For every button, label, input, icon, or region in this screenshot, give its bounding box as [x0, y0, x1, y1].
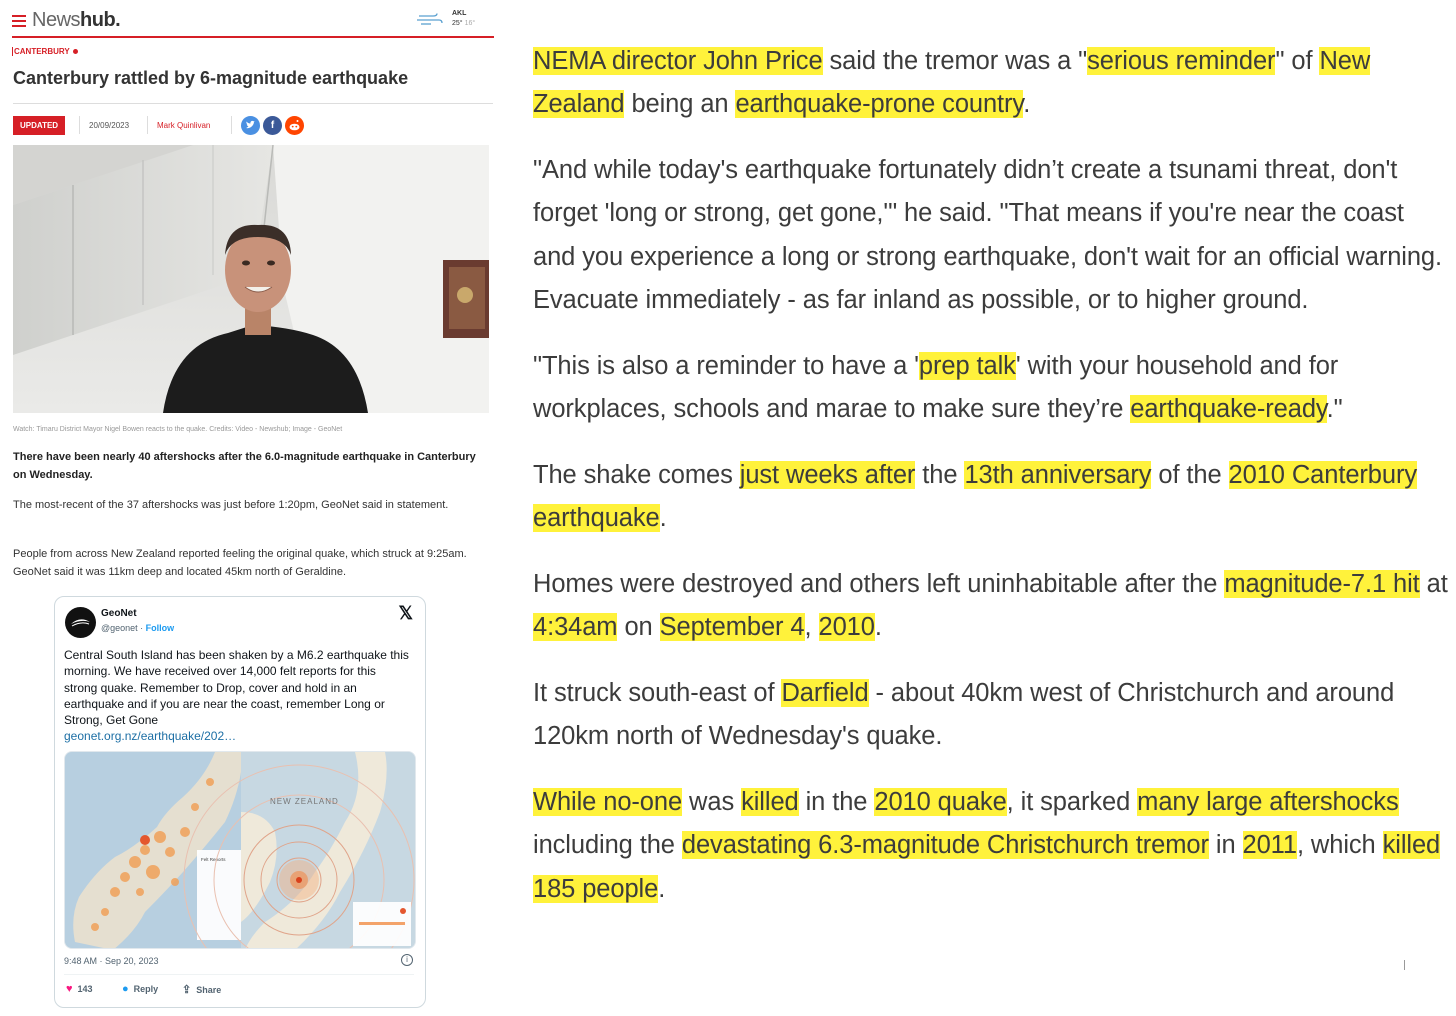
excerpt-text: The shake comes — [533, 460, 740, 489]
highlighted-text: While no-one — [533, 788, 683, 817]
excerpt-text: "And while today's earthquake fortunately didn’t create a tsunami threat, don't forget 'long or strong, get gone,'" he said. "That means if you're near the coast and you experience a long or strong earthquake, don't wait for an official warning. Evacuate immediately - as far inland as possible, or to higher ground. — [533, 156, 1443, 314]
excerpt-text: Homes were destroyed and others left uninhabitable after the — [533, 569, 1225, 598]
updated-badge: UPDATED — [13, 116, 65, 135]
excerpt-text: the — [915, 460, 965, 489]
excerpt-text: at — [1419, 569, 1448, 598]
share-icon: ⇪ — [182, 984, 192, 996]
facebook-icon[interactable]: f — [263, 116, 282, 135]
excerpt-text: said the tremor was a " — [822, 47, 1088, 75]
excerpt-paragraph — [533, 563, 1448, 650]
twitter-icon[interactable] — [241, 116, 260, 135]
article-screenshot — [0, 0, 505, 1016]
excerpt-text: in — [1208, 831, 1243, 860]
highlighted-text: many large aftershocks — [1137, 788, 1399, 817]
like-button[interactable]: ♥ 143 — [66, 983, 93, 995]
tweet-link[interactable]: geonet.org.nz/earthquake/202… — [64, 729, 237, 744]
highlighted-text: 2010 Canterbury earthquake — [533, 460, 1418, 533]
excerpt-text: "This is also a reminder to have a ' — [533, 351, 919, 380]
excerpt-text: ." — [1326, 395, 1343, 424]
highlighted-text: NEMA director John Price — [533, 47, 823, 75]
excerpt-paragraph — [533, 672, 1448, 759]
highlighted-text: 4:34am — [533, 613, 618, 642]
geonet-avatar[interactable] — [65, 607, 96, 638]
highlighted-text: prep talk — [918, 351, 1016, 380]
highlighted-text: September 4 — [659, 613, 805, 642]
excerpt-text: on — [617, 613, 660, 642]
highlighted-text: 13th anniversary — [964, 460, 1152, 489]
excerpt-paragraph — [533, 40, 1448, 127]
text-cursor — [1404, 960, 1405, 970]
weather-widget[interactable] — [417, 9, 492, 33]
excerpt-paragraph — [533, 781, 1448, 911]
divider — [64, 974, 414, 975]
highlighted-text: New Zealand — [533, 47, 1371, 119]
excerpt-text: It struck south-east of — [533, 679, 782, 708]
tweet-map-image[interactable] — [64, 751, 416, 949]
highlighted-excerpt — [533, 40, 1448, 934]
highlighted-text: serious reminder — [1087, 47, 1276, 75]
excerpt-text: , — [804, 613, 819, 642]
heart-icon: ♥ — [66, 983, 73, 995]
article-meta — [13, 114, 493, 136]
highlighted-text: earthquake-prone country — [735, 90, 1024, 119]
tweet-author-name[interactable]: GeoNet — [101, 608, 137, 619]
excerpt-text: , it sparked — [1006, 788, 1138, 817]
image-caption: Watch: Timaru District Mayor Nigel Bowen reacts to the quake. Credits: Video - Newshub; Image - GeoNet — [13, 426, 343, 433]
highlighted-text: 2011 — [1242, 831, 1297, 860]
excerpt-text: of the — [1151, 460, 1229, 489]
reddit-icon[interactable] — [285, 116, 304, 135]
excerpt-text: - about 40km west of Christchurch and around 120km north of Wednesday's quake. — [533, 679, 1395, 751]
excerpt-paragraph — [533, 149, 1448, 322]
felt-reports-map — [65, 752, 416, 949]
tweet-timestamp[interactable]: 9:48 AM · Sep 20, 2023 — [64, 956, 159, 966]
excerpt-text: , which — [1296, 831, 1383, 860]
follow-button[interactable]: Follow — [145, 623, 175, 633]
divider — [13, 103, 493, 104]
weather-city: AKL — [452, 10, 467, 17]
site-header — [12, 8, 494, 38]
excerpt-text: . — [1023, 90, 1031, 119]
excerpt-text: . — [659, 504, 667, 533]
highlighted-text: killed 185 people — [533, 831, 1441, 903]
tweet-handle-row: @geonet · Follow — [101, 623, 175, 633]
highlighted-text: earthquake-ready — [1130, 395, 1327, 424]
tweet-text: Central South Island has been shaken by a M6.2 earthquake this morning. We have received over 14,000 felt reports for this strong quake. Remember to Drop, cover and hold in an earthquake and if you are near the coast, remember Long or Strong, Get Gone geonet.org.nz/earthquake/202… — [64, 648, 409, 744]
publish-date: 20/09/2023 — [89, 121, 130, 130]
divider — [147, 116, 148, 134]
highlighted-text: killed — [741, 788, 799, 817]
divider — [231, 116, 232, 134]
newshub-logo[interactable]: Newshub. — [32, 9, 121, 31]
svg-text:Felt Reports: Felt Reports — [201, 857, 226, 862]
wind-icon — [417, 12, 443, 26]
article-headline: Canterbury rattled by 6-magnitude earthquake — [13, 68, 409, 88]
highlighted-text: 2010 quake — [874, 788, 1007, 817]
share-button[interactable]: ⇪ Share — [182, 984, 222, 996]
highlighted-text: magnitude-7.1 hit — [1224, 569, 1420, 598]
live-dot-icon — [73, 49, 78, 54]
tweet-actions — [64, 983, 414, 999]
excerpt-text: was — [682, 788, 742, 817]
excerpt-paragraph — [533, 345, 1448, 432]
article-paragraph: The most-recent of the 37 aftershocks was just before 1:20pm, GeoNet said in statement. — [13, 499, 449, 511]
excerpt-text: . — [874, 613, 882, 642]
tweet-handle[interactable]: @geonet — [101, 623, 138, 633]
excerpt-paragraph — [533, 454, 1448, 541]
svg-text:NEW ZEALAND: NEW ZEALAND — [270, 797, 339, 806]
author-link[interactable]: Mark Quinlivan — [157, 121, 211, 130]
highlighted-text: just weeks after — [739, 460, 916, 489]
x-logo-icon[interactable]: 𝕏 — [398, 603, 413, 623]
divider — [79, 116, 80, 134]
excerpt-text: being an — [624, 90, 736, 119]
excerpt-text: " of — [1275, 47, 1320, 75]
video-frame-image — [13, 145, 489, 413]
article-lede: There have been nearly 40 aftershocks after the 6.0-magnitude earthquake in Canterbury on Wednesday. — [13, 451, 476, 481]
excerpt-text: . — [658, 874, 666, 903]
section-tag[interactable]: CANTERBURY — [12, 47, 78, 56]
article-paragraph: People from across New Zealand reported feeling the original quake, which struck at 9:25am. GeoNet said it was 11km deep and located 45km north of Geraldine. — [13, 548, 467, 578]
excerpt-text: ' with your household and for workplaces, schools and marae to make sure they’re — [533, 351, 1339, 424]
highlighted-text: Darfield — [781, 679, 869, 708]
excerpt-text: including the — [533, 831, 682, 860]
info-icon[interactable]: i — [401, 954, 413, 966]
video-player[interactable] — [13, 145, 489, 413]
highlighted-text: devastating 6.3-magnitude Christchurch tremor — [681, 831, 1209, 860]
menu-icon[interactable] — [12, 15, 26, 26]
reply-button[interactable]: ● Reply — [122, 983, 159, 995]
weather-temp: 25° 16° — [452, 20, 476, 27]
embedded-tweet[interactable] — [54, 596, 426, 1008]
reply-bubble-icon: ● — [122, 983, 129, 995]
excerpt-text: in the — [798, 788, 875, 817]
highlighted-text: 2010 — [818, 613, 875, 642]
